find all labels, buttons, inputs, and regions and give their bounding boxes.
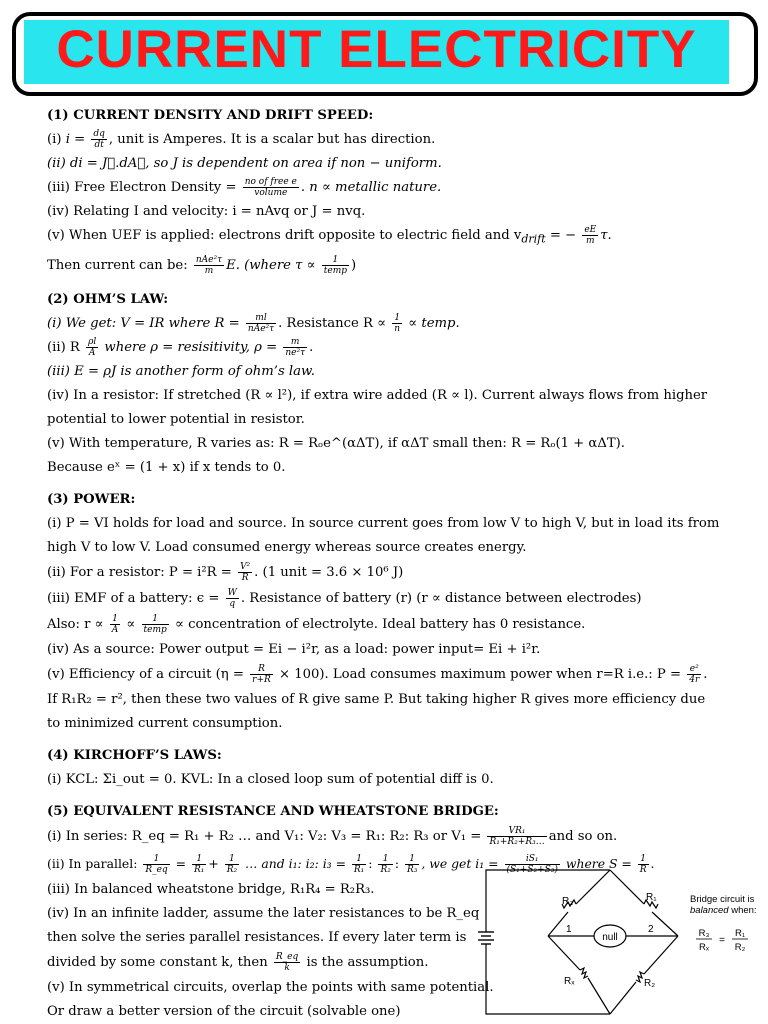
math: , we get i₁ = [421,855,499,871]
fraction [194,255,224,276]
section-title: OHM’S LAW: [73,291,169,307]
numerator: dq [93,129,105,139]
s2-line-2 [47,336,737,360]
section-heading-5 [47,800,737,824]
fraction [86,337,98,358]
ratio-equals: = [719,935,725,946]
text: Also: r ∝ [47,616,104,632]
numerator: 1 [352,854,366,865]
section-heading-2 [47,288,737,312]
text: (iii) Free Electron Density = [47,180,237,195]
numerator: VR₁ [487,826,546,837]
math: i = [65,132,86,147]
s5-line-3: (iii) In balanced wheatstone bridge, R₁R₄ = R₂R₃. [47,881,375,897]
s3-line-9: to minimized current consumption. [47,715,283,731]
text: : [368,855,373,871]
denominator: R [639,864,647,875]
math: where ρ = resisitivity, ρ = [100,339,278,355]
numerator: 1 [110,614,121,625]
section-number: (1) [47,108,69,123]
text: + [208,855,219,871]
resistor-r2 [636,972,644,982]
denominator: temp [323,265,348,276]
fraction [238,562,252,583]
text: ∝ [122,616,136,632]
numerator: 1 [392,313,402,324]
text: . Resistance of battery (r) (r ∝ distance between electrodes) [240,590,642,606]
resistor-rx [580,968,588,978]
denominator: R [241,572,249,583]
denominator: nAe²τ [247,323,275,334]
fraction [192,854,206,875]
numerator: m [283,337,307,348]
denominator: n [394,323,401,334]
math: where S = [561,855,632,871]
s2-line-3: (iii) E = ρJ is another form of ohm’s law. [47,363,315,379]
s2-line-4: (iv) In a resistor: If stretched (R ∝ l²), if extra wire added (R ∝ l). Current always flows from higher [47,387,708,403]
r2-label: R₂ [644,978,656,989]
denominator: volume [254,188,288,198]
fraction [283,337,307,358]
denominator: q [229,598,236,609]
text: . [309,339,314,355]
numerator: 1 [192,854,206,865]
text: (i) In series: R_eq = R₁ + R₂ … and V₁: V₂: V₃ = R₁: R₂: R₃ or V₁ = [47,828,482,844]
section-number: (5) [47,803,69,819]
denominator: R₃ [406,864,418,875]
denominator: R_eq [145,864,168,875]
text: (i) We get: V = IR where R = [47,315,240,331]
fraction [91,129,107,150]
fraction [687,664,701,685]
numerator: eE [584,225,597,235]
s3-line-1: (i) P = VI holds for load and source. In source current goes from low V to high V, but in load its from [47,515,720,531]
fraction [487,826,546,847]
s2-line-7: Because eˣ = (1 + x) if x tends to 0. [47,459,286,475]
s3-line-6: (iv) As a source: Power output = Ei − i²r, as a load: power input= Ei + i²r. [47,641,541,657]
text: (ii) For a resistor: P = i²R = [47,564,232,580]
math: τ. [600,228,612,243]
bottom-left-wire [486,944,610,1014]
r3-label: R₃ [562,896,574,907]
denominator: R₁ [353,864,365,875]
s1-line-4: (iv) Relating I and velocity: i = nAvq or J = nvq. [47,204,366,219]
text: . [703,666,708,682]
fraction [250,664,273,685]
section-number: (3) [47,491,69,507]
section-heading-3 [47,488,737,512]
text: , unit is Amperes. It is a scalar but has direction. [108,132,436,147]
fraction [143,854,169,875]
numerator: 1 [143,854,169,865]
denominator: temp [143,624,167,635]
denominator: r+R [252,674,271,685]
denominator: R₁+R₂+R₃… [489,836,545,847]
denominator: R₂ [226,864,238,875]
numerator: nAe²τ [195,254,223,265]
numerator: W [227,587,237,598]
denominator: m [585,236,595,246]
top-left-wire [486,870,610,932]
s3-line-5 [47,612,737,638]
numerator: no of free e [244,177,297,187]
s5-line-5: then solve the series parallel resistances. If every later term is [47,929,467,945]
text: . [650,855,655,871]
page-title: CURRENT ELECTRICITY [56,20,697,79]
denominator: m [204,265,214,276]
battery-icon [478,932,494,944]
arm-bottom-left [548,936,610,1014]
s5-line-4: (iv) In an infinite ladder, assume the later resistances to be R_eq [47,905,480,921]
denominator: ne²τ [285,347,306,358]
fraction [243,177,299,198]
s2-line-1 [47,312,737,336]
s5-line-1 [47,824,737,850]
fraction [392,313,402,334]
text: = − [545,228,577,243]
ratio-left-denominator: Rₓ [699,942,709,953]
section-title: EQUIVALENT RESISTANCE AND WHEATSTONE BRIDGE: [73,803,499,819]
ratio-left-numerator: R₃ [698,928,710,939]
text: (ii) In parallel: [47,855,138,871]
fraction [226,588,239,609]
numerator: 1 [322,255,349,266]
text: = [171,855,187,871]
caption-line-1: Bridge circuit is [690,894,755,905]
numerator: R_eq [275,951,299,962]
fraction [246,313,276,334]
text: : [394,855,400,871]
s3-line-8: If R₁R₂ = r², then these two values of R give same P. But taking higher R gives more efficiency due [47,691,706,707]
fraction [225,854,239,875]
s3-line-2: high V to low V. Load consumed energy whereas source creates energy. [47,539,527,555]
numerator: 1 [405,854,419,865]
math: ∝ temp. [404,315,460,331]
section-title: KIRCHOFF’S LAWS: [73,747,222,763]
text: (v) Efficiency of a circuit (η = [47,666,244,682]
s3-line-3 [47,560,737,586]
ratio-right-denominator: R₂ [734,942,746,953]
s2-line-5: potential to lower potential in resistor. [47,411,305,427]
ratio-right-numerator: R₁ [734,928,746,939]
section-number: (2) [47,291,69,307]
denominator: R₂ [380,864,391,875]
arm-bottom-right [610,936,678,1014]
s3-line-4 [47,586,737,612]
fraction [378,854,392,875]
denominator: A [88,347,96,358]
denominator: A [111,624,119,635]
s3-line-7 [47,662,737,688]
caption-balanced: balanced [690,905,729,916]
s5-line-8: Or draw a better version of the circuit (solvable one) [47,1003,401,1019]
denominator: R₁ [193,864,205,875]
text: and so on. [548,828,618,844]
rx-label: Rₓ [564,976,575,987]
arm-top-left [548,870,610,936]
s5-line-7: (v) In symmetrical circuits, overlap the points with same potential. [47,979,494,995]
math: … and i₁: i₂: i₃ = [241,855,346,871]
s1-line-3 [47,176,737,200]
fraction [582,225,598,246]
section-number: (4) [47,747,69,763]
text: (v) When UEF is applied: electrons drift opposite to electric field and v [47,228,522,243]
text: (iii) EMF of a battery: ϵ = [47,590,220,606]
text: divided by some constant k, then [47,954,268,970]
text: . (1 unit = 3.6 × 10⁶ J) [254,564,404,580]
section-title: CURRENT DENSITY AND DRIFT SPEED: [73,108,374,123]
denominator: k [284,962,290,973]
s1-line-1 [47,128,737,152]
numerator: e² [687,664,701,675]
section-heading-1 [47,104,737,128]
null-label: null [602,932,618,943]
numerator: R [250,664,273,675]
numerator: ml [246,313,276,324]
numerator: iS₁ [505,854,560,865]
section-heading-4 [47,744,737,768]
numerator: 1 [638,854,649,865]
text: ) [351,257,357,273]
s1-line-2: (ii) di = J⃗.dA⃗, so J is dependent on area if non − uniform. [47,156,442,171]
node-2-label: 2 [648,924,654,935]
numerator: ρl [88,336,97,347]
math: . n ∝ metallic nature. [300,180,442,195]
text: Then current can be: [47,257,188,273]
numerator: V² [240,561,251,572]
denominator: dt [94,140,104,150]
numerator: 1 [142,614,169,625]
text: (i) [47,132,66,147]
subscript: drift [521,232,546,246]
caption-line-2 [690,905,757,916]
section-title: POWER: [73,491,136,507]
fraction [274,952,300,973]
fraction [405,854,419,875]
numerator: 1 [378,854,392,865]
denominator: (S₁+S₂+S₃) [506,864,558,875]
node-1-label: 1 [566,924,572,935]
s5-line-6 [47,950,482,976]
denominator: 4r [689,674,700,685]
math: E. (where τ ∝ [226,257,316,273]
text: (ii) R [47,339,80,355]
text: . Resistance R ∝ [278,315,387,331]
fraction [322,255,349,276]
text: × 100). Load consumes maximum power when r=R i.e.: P = [274,666,682,682]
s1-line-5 [47,224,737,252]
r1-label: R₁ [646,892,657,903]
fraction [142,614,169,635]
text: is the assumption. [302,954,429,970]
wheatstone-bridge-diagram [468,862,768,1022]
s4-line-1: (i) KCL: Σi_out = 0. KVL: In a closed loop sum of potential diff is 0. [47,771,494,787]
s2-line-6: (v) With temperature, R varies as: R = Rₒe^(αΔT), if αΔT small then: R = Rₒ(1 + αΔT). [47,435,625,451]
numerator: 1 [225,854,239,865]
caption-when: when: [728,905,757,916]
fraction [352,854,366,875]
text: ∝ concentration of electrolyte. Ideal battery has 0 resistance. [170,616,586,632]
s1-line-6 [47,252,737,280]
fraction [110,614,121,635]
